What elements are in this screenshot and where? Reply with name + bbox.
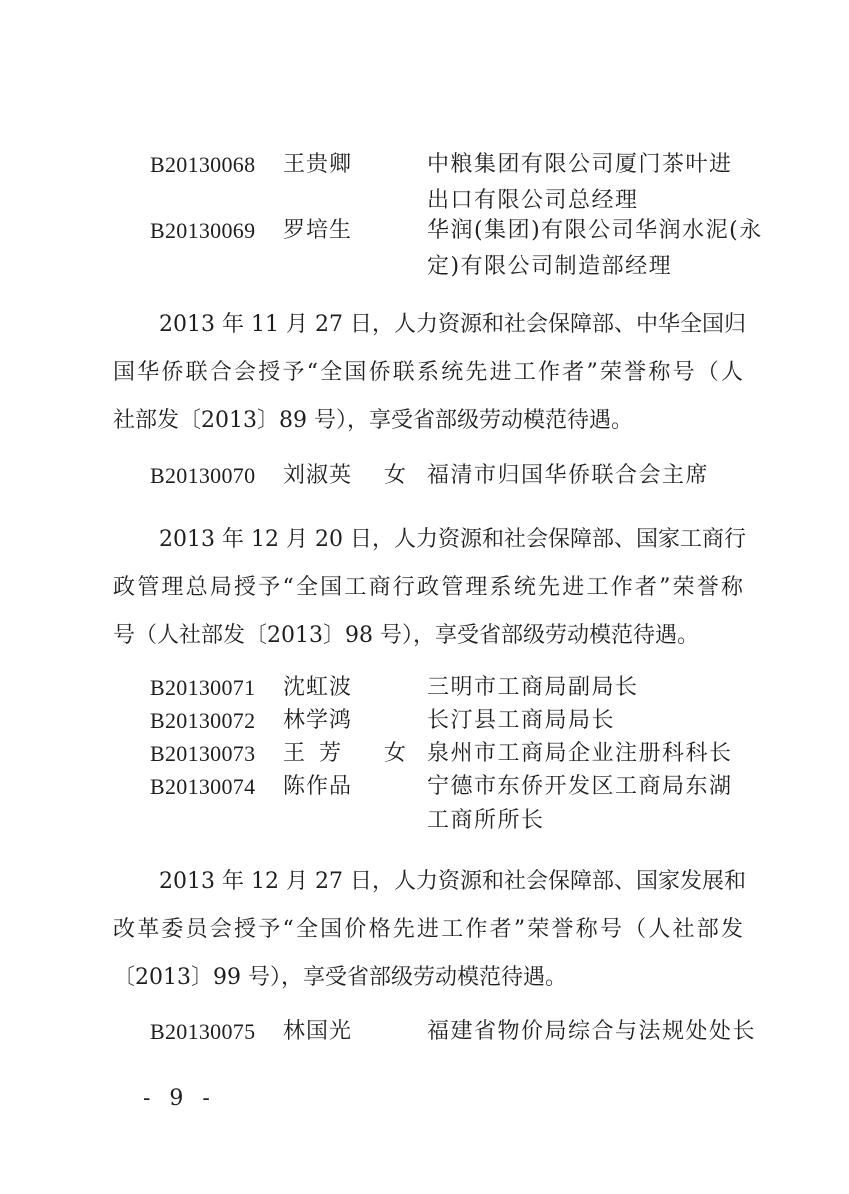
paragraph-line: 政管理总局授予“全国工商行政管理系统先进工作者”荣誉称 xyxy=(113,575,743,600)
entry-name: 林学鸿 xyxy=(283,708,353,733)
entry-name: 王芳 xyxy=(283,741,356,766)
entry-title: 福建省物价局综合与法规处处长 xyxy=(427,1019,757,1044)
entry-code: B20130068 xyxy=(150,152,256,177)
entry-gender: 女 xyxy=(384,463,407,488)
entry-code: B20130070 xyxy=(150,463,256,488)
entry-gender: 女 xyxy=(384,741,407,766)
entry-name: 陈作品 xyxy=(283,774,353,799)
award-paragraph xyxy=(113,516,746,660)
entry-title: 宁德市东侨开发区工商局东湖 xyxy=(427,774,733,799)
entry-title: 中粮集团有限公司厦门茶叶进 xyxy=(427,152,733,177)
paragraph-line: 号（人社部发〔2013〕98 号），享受省部级劳动模范待遇。 xyxy=(113,623,699,648)
entry-name: 刘淑英 xyxy=(283,463,353,488)
paragraph-line: 国华侨联合会授予“全国侨联系统先进工作者”荣誉称号（人 xyxy=(113,360,743,385)
entry-name: 沈虹波 xyxy=(283,675,353,700)
entry-name: 林国光 xyxy=(283,1019,353,1044)
entry-code: B20130072 xyxy=(150,708,256,733)
paragraph-line: 改革委员会授予“全国价格先进工作者”荣誉称号（人社部发 xyxy=(113,917,743,942)
paragraph-line: 〔2013〕99 号），享受省部级劳动模范待遇。 xyxy=(113,965,567,990)
paragraph-line: 2013 年 12 月 27 日，人力资源和社会保障部、国家发展和 xyxy=(159,869,746,894)
entry-name: 罗培生 xyxy=(283,218,353,243)
entry-title-continuation: 出口有限公司总经理 xyxy=(427,188,639,213)
entry-code: B20130075 xyxy=(150,1019,256,1044)
entry-code: B20130073 xyxy=(150,741,256,766)
entry-title-continuation: 定)有限公司制造部经理 xyxy=(427,254,673,279)
entry-title: 长汀县工商局局长 xyxy=(427,708,616,733)
entry-name: 王贵卿 xyxy=(283,152,353,177)
entry-code: B20130071 xyxy=(150,675,256,700)
entry-title-continuation: 工商所所长 xyxy=(427,808,545,833)
paragraph-line: 2013 年 12 月 20 日，人力资源和社会保障部、国家工商行 xyxy=(159,527,746,552)
entry-title: 福清市归国华侨联合会主席 xyxy=(427,463,710,488)
entry-code: B20130074 xyxy=(150,774,256,799)
paragraph-line: 社部发〔2013〕89 号），享受省部级劳动模范待遇。 xyxy=(113,408,633,433)
paragraph-line: 2013 年 11 月 27 日，人力资源和社会保障部、中华全国归 xyxy=(159,312,746,337)
page-number: - 9 - xyxy=(143,1086,216,1111)
entry-title: 三明市工商局副局长 xyxy=(427,675,639,700)
entry-title: 泉州市工商局企业注册科科长 xyxy=(427,741,733,766)
award-paragraph xyxy=(113,858,746,1002)
entry-title: 华润(集团)有限公司华润水泥(永 xyxy=(427,218,763,243)
entry-code: B20130069 xyxy=(150,218,256,243)
award-paragraph xyxy=(113,301,746,445)
